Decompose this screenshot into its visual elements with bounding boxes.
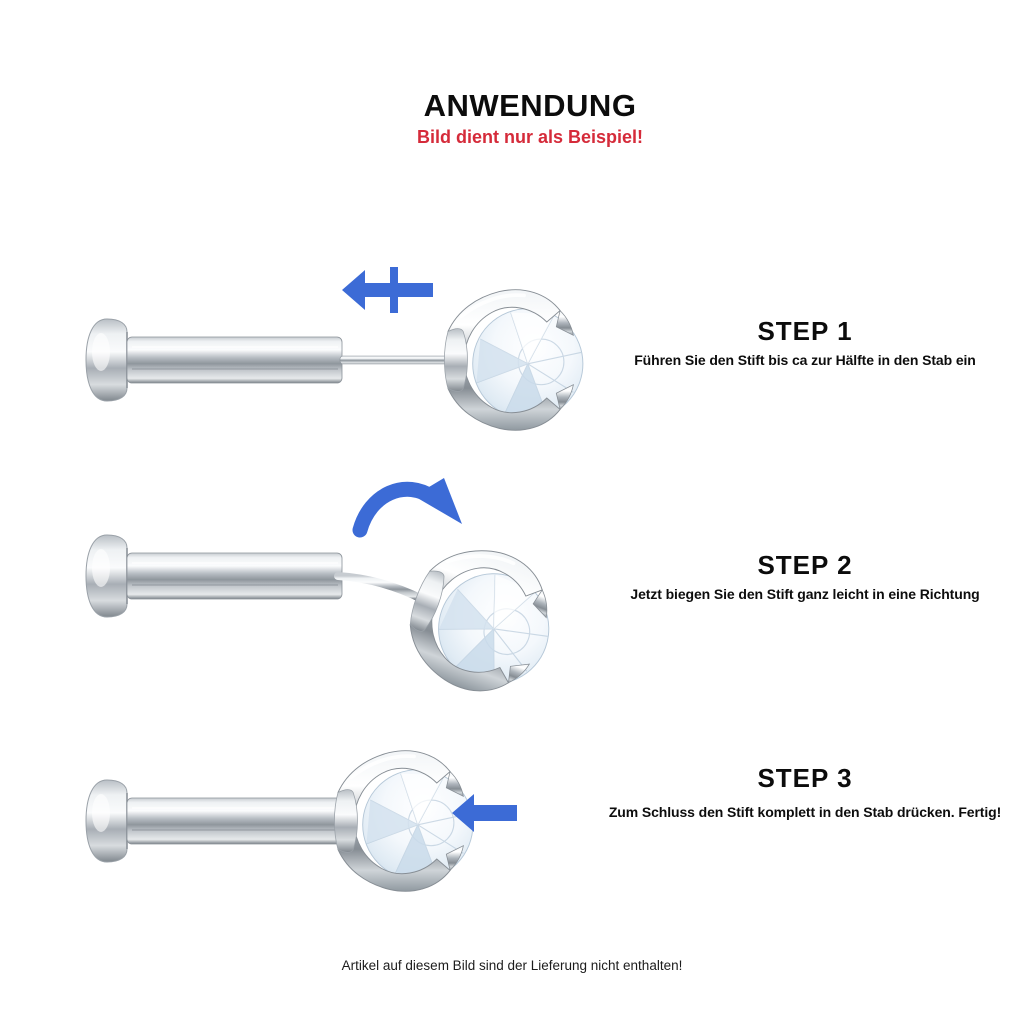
labret-bar (127, 798, 342, 844)
gem-stud-head (444, 290, 582, 431)
footer-disclaimer: Artikel auf diesem Bild sind der Lieferung nicht enthalten! (341, 958, 683, 973)
labret-pin (340, 356, 452, 364)
step1-illustration (70, 248, 590, 448)
labret-disc (86, 780, 127, 862)
labret-pin-bent (338, 576, 422, 599)
labret-bar (127, 337, 342, 383)
step2-label: STEP 2 (757, 550, 853, 580)
step3-description: Zum Schluss den Stift komplett in den Stab drücken. Fertig! (608, 804, 1002, 820)
page-subtitle: Bild dient nur als Beispiel! (416, 127, 644, 147)
arrow-left-with-stop-icon (342, 267, 433, 313)
step3-label: STEP 3 (757, 763, 853, 793)
step2-description: Jetzt biegen Sie den Stift ganz leicht in eine Richtung (630, 586, 980, 602)
step2-illustration (70, 460, 590, 710)
step1-description: Führen Sie den Stift bis ca zur Hälfte in den Stab ein (634, 352, 976, 368)
step3-illustration (70, 728, 590, 913)
labret-bar (127, 553, 342, 599)
labret-disc (86, 319, 127, 401)
gem-stud-head-tilted (393, 531, 571, 710)
page-title: ANWENDUNG (423, 88, 637, 123)
gem-stud-head (334, 751, 472, 892)
arrow-curve-clockwise-icon (360, 478, 462, 530)
labret-disc (86, 535, 127, 617)
step1-label: STEP 1 (757, 316, 853, 346)
